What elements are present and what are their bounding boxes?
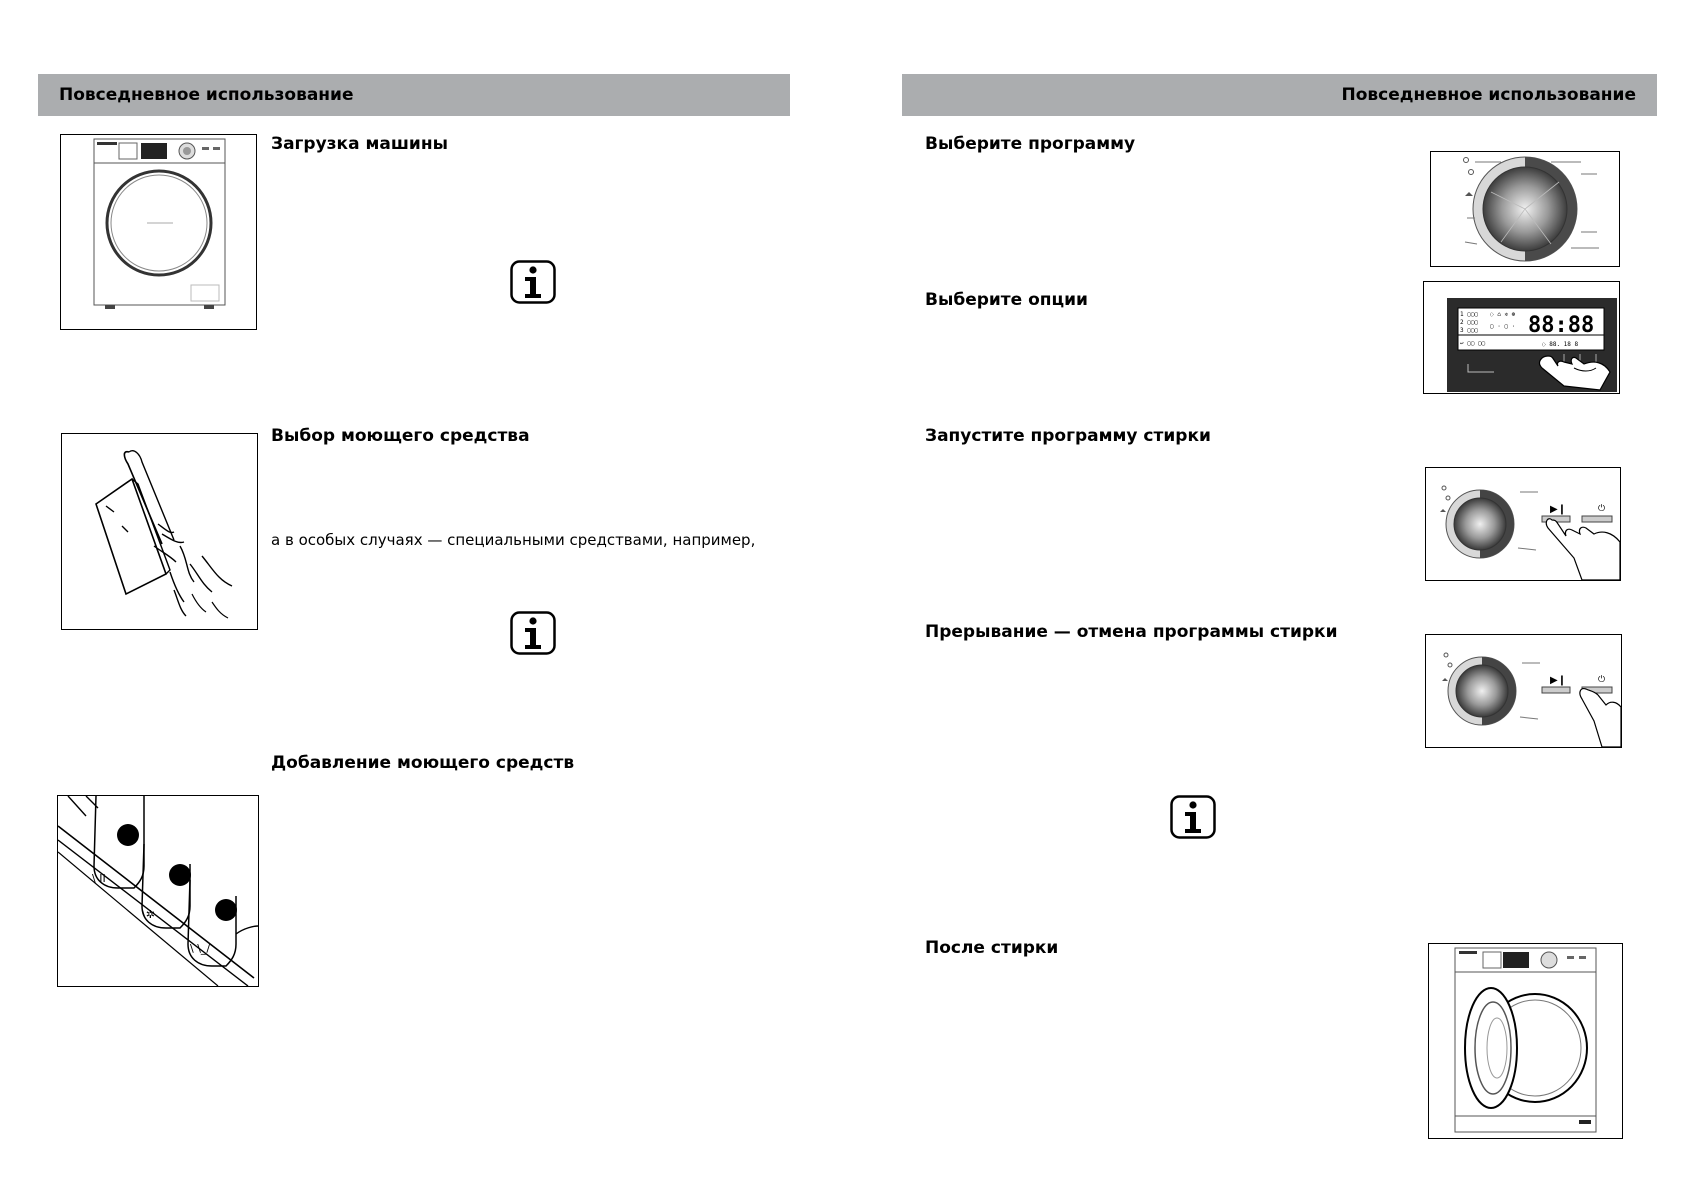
right-page-header — [902, 74, 1657, 116]
washing-machine-open-figure — [1428, 943, 1623, 1139]
svg-text:3 ▢▢▢: 3 ▢▢▢ — [1460, 327, 1479, 334]
play-pause-icon: ▶❙ — [1550, 504, 1567, 515]
section-heading-select-program: Выберите программу — [925, 134, 1136, 154]
info-icon — [510, 260, 556, 304]
svg-text:\ \_/: \ \_/ — [190, 942, 211, 955]
svg-text:1 ▢▢▢: 1 ▢▢▢ — [1460, 311, 1479, 318]
section-heading-select-options: Выберите опции — [925, 290, 1088, 310]
svg-text:↩ ▢▢ ▢▢: ↩ ▢▢ ▢▢ — [1460, 340, 1486, 347]
section-heading-interrupt-program: Прерывание — отмена программы стирки — [925, 622, 1338, 642]
section-heading-adding-detergent: Добавление моющего средств — [271, 753, 575, 773]
right-page-header-title: Повседневное использование — [1341, 85, 1636, 105]
power-icon: ⏻ — [1598, 504, 1606, 514]
washing-machine-closed-figure — [60, 134, 257, 330]
info-icon — [510, 611, 556, 655]
svg-text:\✲: \✲ — [142, 908, 155, 921]
svg-text:◌ ⌂ ✲ ⊛: ◌ ⌂ ✲ ⊛ — [1490, 311, 1516, 318]
section-heading-detergent-choice: Выбор моющего средства — [271, 426, 530, 446]
detergent-drawer-figure — [57, 795, 259, 987]
info-icon — [1170, 795, 1216, 839]
program-dial-figure — [1430, 151, 1620, 267]
cancel-program-figure — [1425, 634, 1622, 748]
options-display-figure — [1423, 281, 1620, 394]
svg-text:\ II: \ II — [92, 872, 106, 885]
svg-text:◌ 88. 18 8: ◌ 88. 18 8 — [1542, 341, 1579, 348]
right-page — [842, 0, 1684, 1190]
svg-text:88:88: 88:88 — [1528, 313, 1595, 338]
left-page-header-title: Повседневное использование — [59, 85, 354, 105]
section-heading-start-program: Запустите программу стирки — [925, 426, 1211, 446]
power-icon: ⏻ — [1598, 675, 1606, 685]
detergent-pouring-figure — [61, 433, 258, 630]
section-heading-after-washing: После стирки — [925, 938, 1059, 958]
detergent-choice-text: а в особых случаях — специальными средствами, например, — [271, 531, 756, 549]
start-program-figure — [1425, 467, 1621, 581]
svg-text:2 ▢▢▢: 2 ▢▢▢ — [1460, 319, 1479, 326]
section-heading-loading: Загрузка машины — [271, 134, 448, 154]
play-pause-icon: ▶❙ — [1550, 675, 1567, 686]
svg-text:▢ · ▢ ·: ▢ · ▢ · — [1490, 323, 1516, 330]
left-page-header — [38, 74, 790, 116]
